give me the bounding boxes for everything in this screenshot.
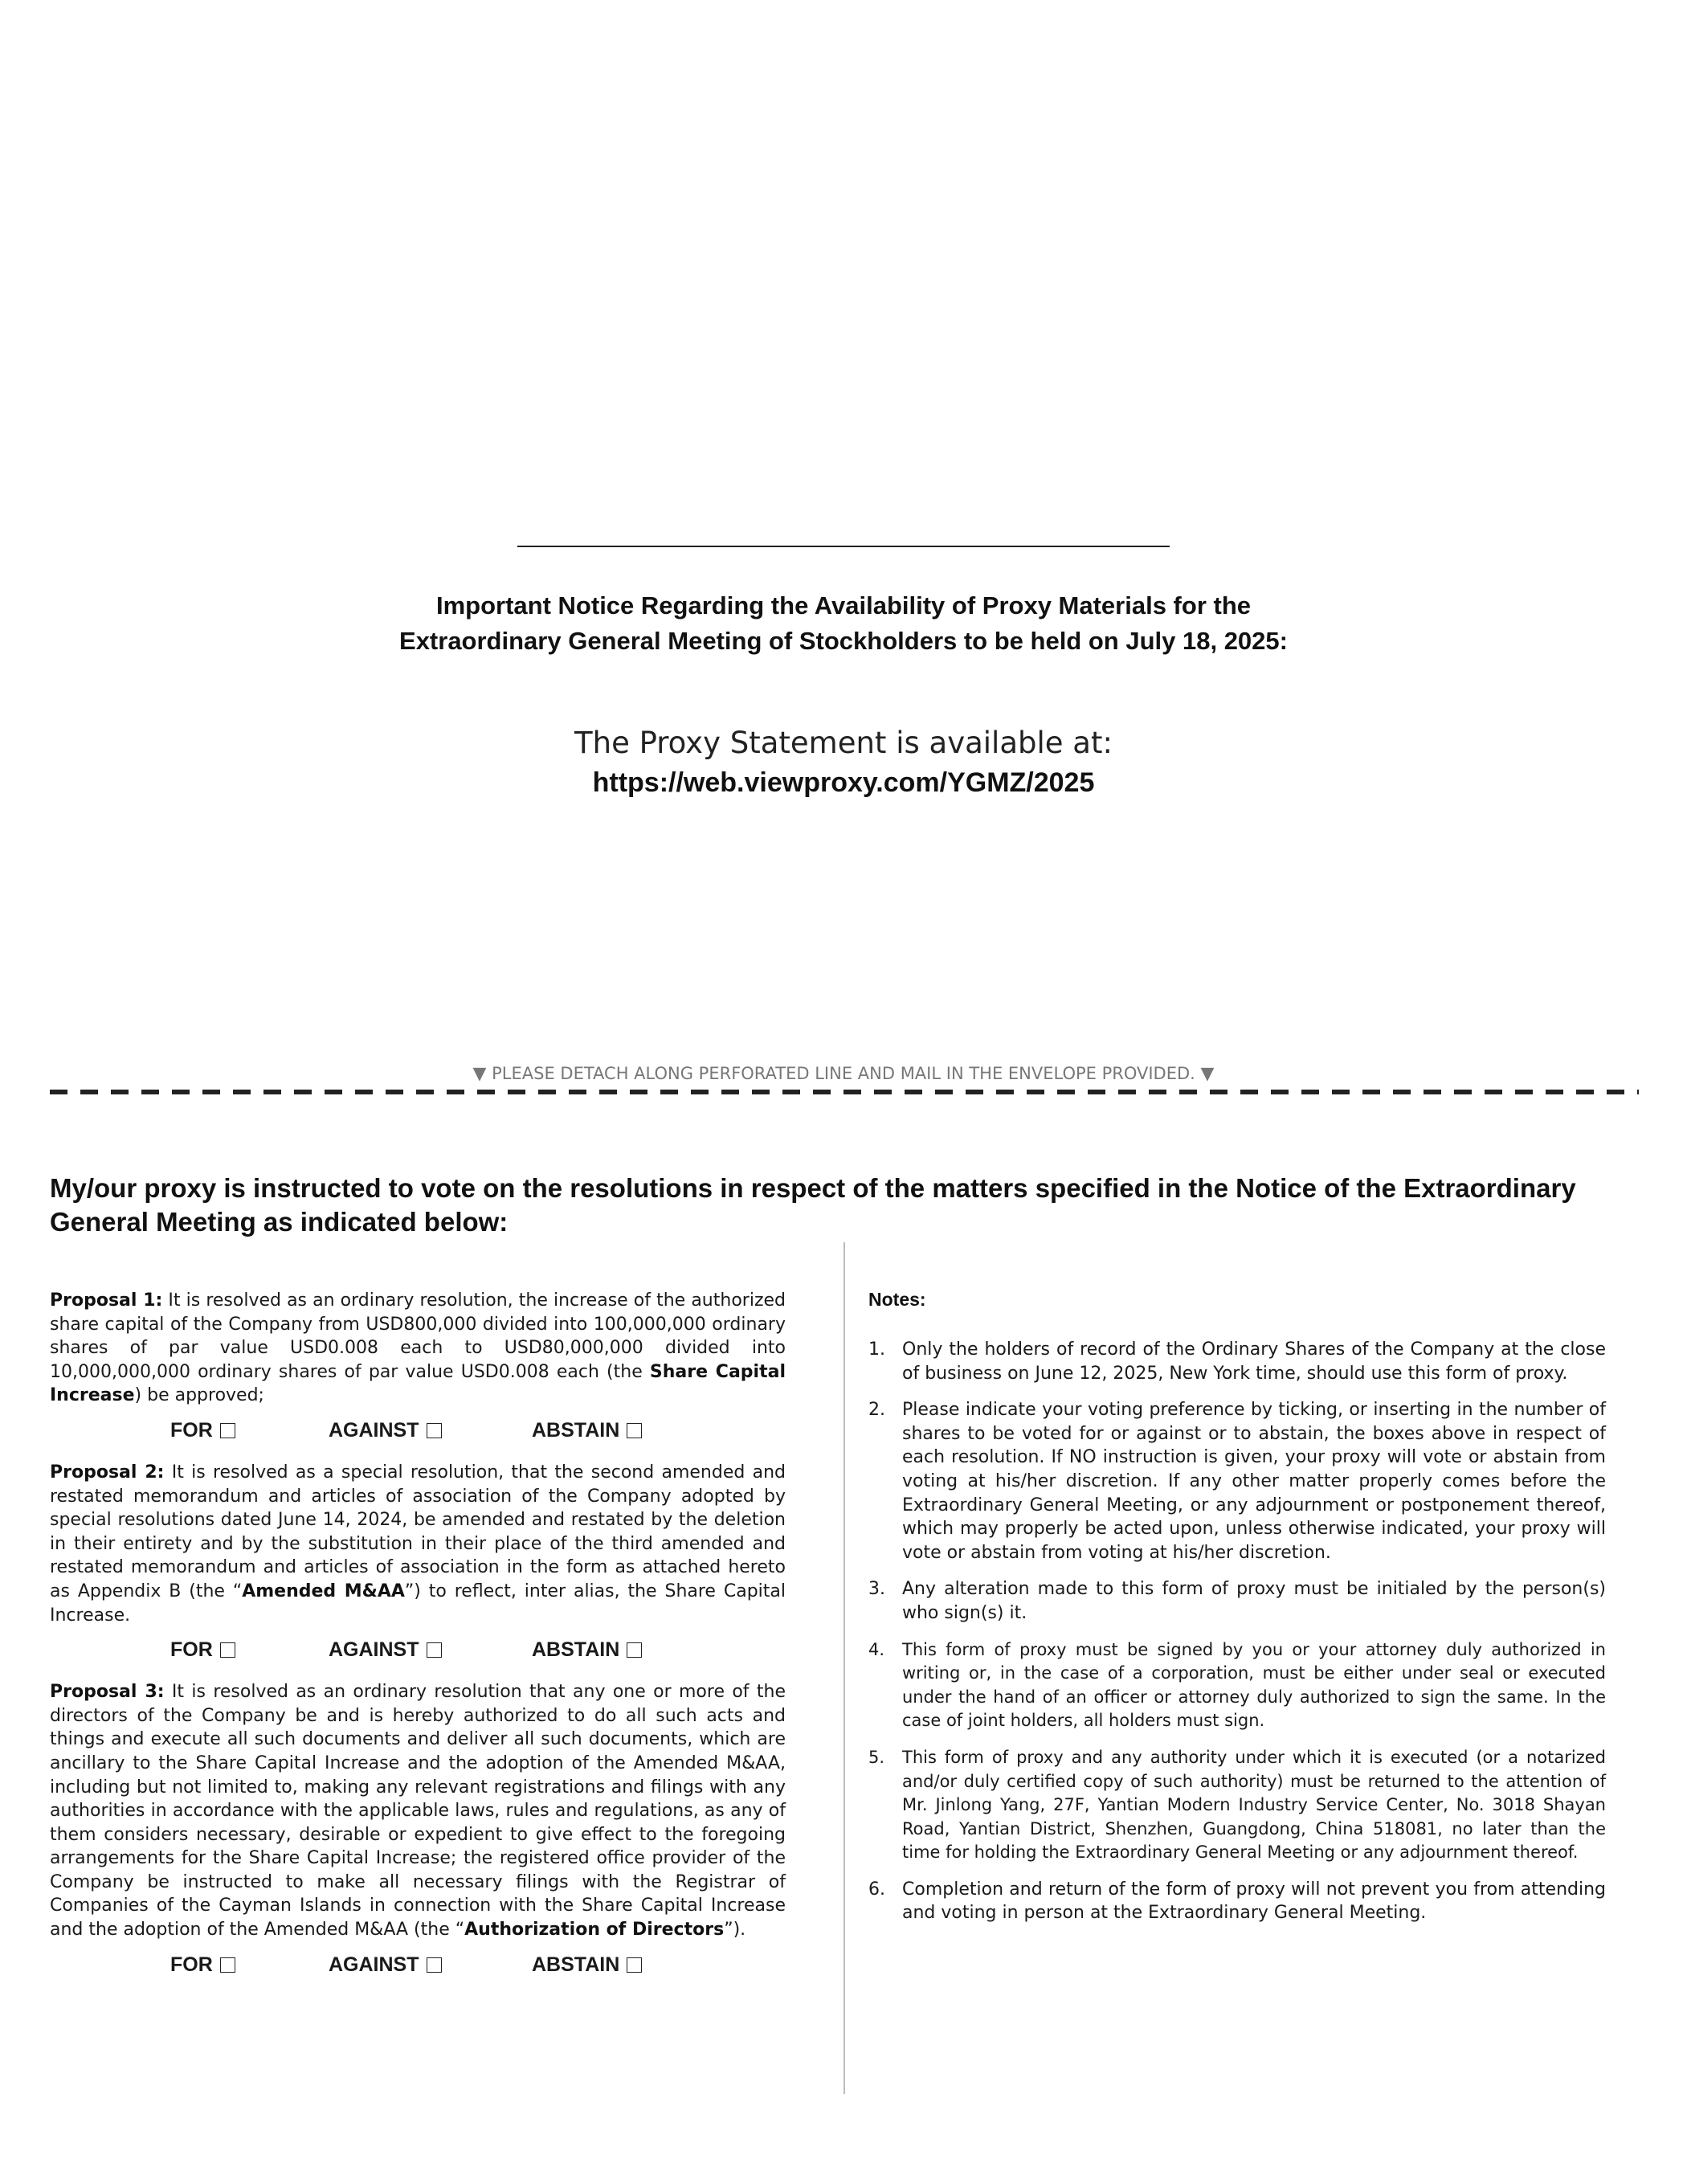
- proposal-2-defined-term: Amended M&AA: [242, 1581, 405, 1601]
- notice-title: [0, 588, 1687, 659]
- proposal-1: [50, 1289, 786, 1408]
- note-item: [868, 1746, 1606, 1865]
- for-label: FOR: [170, 1638, 213, 1662]
- note-number: 5.: [868, 1747, 885, 1767]
- note-item: [868, 1638, 1606, 1733]
- abstain-label: ABSTAIN: [532, 1638, 620, 1662]
- against-label: AGAINST: [329, 1953, 419, 1976]
- checkbox-icon[interactable]: [220, 1423, 235, 1438]
- proposal-3: [50, 1680, 786, 1942]
- proposal-2-text: It is resolved as a special resolution, that the second amended and restated memorandum and articles of association of the Company adopted by special resolutions dated June 14, 2024, be amended and restated by the deletion in their entirety and by the substitution in their place of the third amended and restated memorandum and articles of association in the form as attached hereto as Appendix B (the “: [50, 1462, 786, 1601]
- note-text: Completion and return of the form of proxy will not prevent you from attending and voting in person at the Extraordinary General Meeting.: [902, 1879, 1606, 1924]
- note-text: Please indicate your voting preference by ticking, or inserting in the number of shares to be voted for or against or to abstain, the boxes above in respect of each resolution. If NO instruction is given, your proxy will vote or abstain from voting at his/her discretion. If any other matter properly comes before the Extraordinary General Meeting, or any adjournment or postponement thereof, which may properly be acted upon, unless otherwise indicated, your proxy will vote or abstain from voting at his/her discretion.: [902, 1400, 1606, 1563]
- proxy-statement-url[interactable]: https://web.viewproxy.com/YGMZ/2025: [592, 767, 1095, 798]
- against-label: AGAINST: [329, 1638, 419, 1662]
- top-divider: [517, 546, 1170, 547]
- note-item: [868, 1577, 1606, 1625]
- proposal-2: [50, 1461, 786, 1627]
- note-text: This form of proxy and any authority under which it is executed (or a notarized and/or duly certified copy of such authority) must be returned to the attention of Mr. Jinlong Yang, 27F, Yantian Modern Industry Service Center, No. 3018 Shayan Road, Yantian District, Shenzhen, Guangdong, China 518081, no later than the time for holding the Extraordinary General Meeting or any adjournment thereof.: [902, 1747, 1606, 1863]
- proxy-availability-text: The Proxy Statement is available at:: [574, 726, 1113, 760]
- proposals-column: [50, 1289, 786, 1995]
- notice-title-line2: Extraordinary General Meeting of Stockholders to be held on July 18, 2025:: [399, 627, 1288, 655]
- note-number: 3.: [868, 1579, 885, 1600]
- notice-title-line1: Important Notice Regarding the Availability of Proxy Materials for the: [436, 591, 1251, 620]
- against-label: AGAINST: [329, 1418, 419, 1442]
- proposal-1-abstain-option[interactable]: [532, 1419, 642, 1442]
- proposal-3-for-option[interactable]: [170, 1953, 235, 1977]
- detach-instruction: [0, 1061, 1687, 1086]
- proposal-3-defined-term: Authorization of Directors: [464, 1920, 725, 1941]
- note-item: [868, 1878, 1606, 1925]
- proposal-3-abstain-option[interactable]: [532, 1953, 642, 1977]
- for-label: FOR: [170, 1418, 213, 1442]
- abstain-label: ABSTAIN: [532, 1953, 620, 1976]
- notes-title: Notes:: [868, 1289, 926, 1310]
- perforated-line: [50, 1090, 1639, 1094]
- note-number: 4.: [868, 1639, 885, 1659]
- checkbox-icon[interactable]: [627, 1423, 642, 1438]
- proposal-3-label: Proposal 3:: [50, 1682, 165, 1703]
- proposal-2-label: Proposal 2:: [50, 1462, 165, 1483]
- note-text: Any alteration made to this form of proxy must be initialed by the person(s) who sign(s) it.: [902, 1579, 1606, 1623]
- proposal-3-text: It is resolved as an ordinary resolution that any one or more of the directors of the Company be and is hereby authorized to do all such acts and things and execute all such documents and deliver all such documents, which are ancillary to the Share Capital Increase and the adoption of the Amended M&AA, including but not limited to, making any relevant registrations and filings with any authorities in accordance with the applicable laws, rules and regulations, as any of them considers necessary, desirable or expedient to give effect to the foregoing arrangements for the Share Capital Increase; the registered office provider of the Company be instructed to make all necessary filings with the Registrar of Companies of the Cayman Islands in connection with the Share Capital Increase and the adoption of the Amended M&AA (the “: [50, 1682, 786, 1941]
- proposal-3-text-end: ”).: [724, 1920, 746, 1941]
- proposal-2-against-option[interactable]: [329, 1638, 442, 1662]
- notes-list: [868, 1338, 1606, 1925]
- notes-column: [868, 1289, 1606, 1938]
- proposal-3-vote-row: [50, 1953, 786, 1982]
- checkbox-icon[interactable]: [627, 1642, 642, 1658]
- note-text: This form of proxy must be signed by you or your attorney duly authorized in writing or, in the case of a corporation, must be either under seal or executed under the hand of an officer or attorney duly authorized to sign the same. In the case of joint holders, all holders must sign.: [902, 1639, 1606, 1731]
- note-item: [868, 1338, 1606, 1385]
- checkbox-icon[interactable]: [427, 1957, 442, 1973]
- proposal-1-defined-term: Share Capital Increase: [50, 1361, 786, 1406]
- column-divider: [844, 1242, 845, 2094]
- note-item: [868, 1398, 1606, 1564]
- note-number: 1.: [868, 1339, 885, 1360]
- proposal-1-text: It is resolved as an ordinary resolution, the increase of the authorized share capital of the Company from USD800,000 divided into 100,000,000 ordinary shares of par value USD0.008 each to USD80,000,000 divided into 10,000,000,000 ordinary shares of par value USD0.008 each (the: [50, 1290, 786, 1382]
- proposal-2-abstain-option[interactable]: [532, 1638, 642, 1662]
- note-text: Only the holders of record of the Ordinary Shares of the Company at the close of business on June 12, 2025, New York time, should use this form of proxy.: [902, 1339, 1606, 1384]
- voting-instruction-heading: My/our proxy is instructed to vote on the resolutions in respect of the matters specified in the Notice of the Extraordinary General Meeting as indicated below:: [50, 1173, 1576, 1237]
- checkbox-icon[interactable]: [220, 1957, 235, 1973]
- proposal-2-vote-row: [50, 1638, 786, 1667]
- checkbox-icon[interactable]: [427, 1423, 442, 1438]
- checkbox-icon[interactable]: [427, 1642, 442, 1658]
- down-triangle-icon: ▼: [1200, 1064, 1215, 1084]
- abstain-label: ABSTAIN: [532, 1418, 620, 1442]
- note-number: 6.: [868, 1879, 885, 1900]
- proposal-3-against-option[interactable]: [329, 1953, 442, 1977]
- note-number: 2.: [868, 1400, 885, 1421]
- proposal-1-against-option[interactable]: [329, 1419, 442, 1442]
- checkbox-icon[interactable]: [220, 1642, 235, 1658]
- for-label: FOR: [170, 1953, 213, 1976]
- proposal-1-for-option[interactable]: [170, 1419, 235, 1442]
- down-triangle-icon: ▼: [472, 1064, 487, 1084]
- proposal-1-label: Proposal 1:: [50, 1290, 163, 1311]
- detach-instruction-text: PLEASE DETACH ALONG PERFORATED LINE AND MAIL IN THE ENVELOPE PROVIDED.: [492, 1064, 1195, 1083]
- proposal-1-text-end: ) be approved;: [134, 1385, 264, 1406]
- proposal-2-for-option[interactable]: [170, 1638, 235, 1662]
- checkbox-icon[interactable]: [627, 1957, 642, 1973]
- proposal-2-text-end: ”) to reflect, inter alias, the Share Capital Increase.: [50, 1581, 786, 1626]
- proposal-1-vote-row: [50, 1419, 786, 1448]
